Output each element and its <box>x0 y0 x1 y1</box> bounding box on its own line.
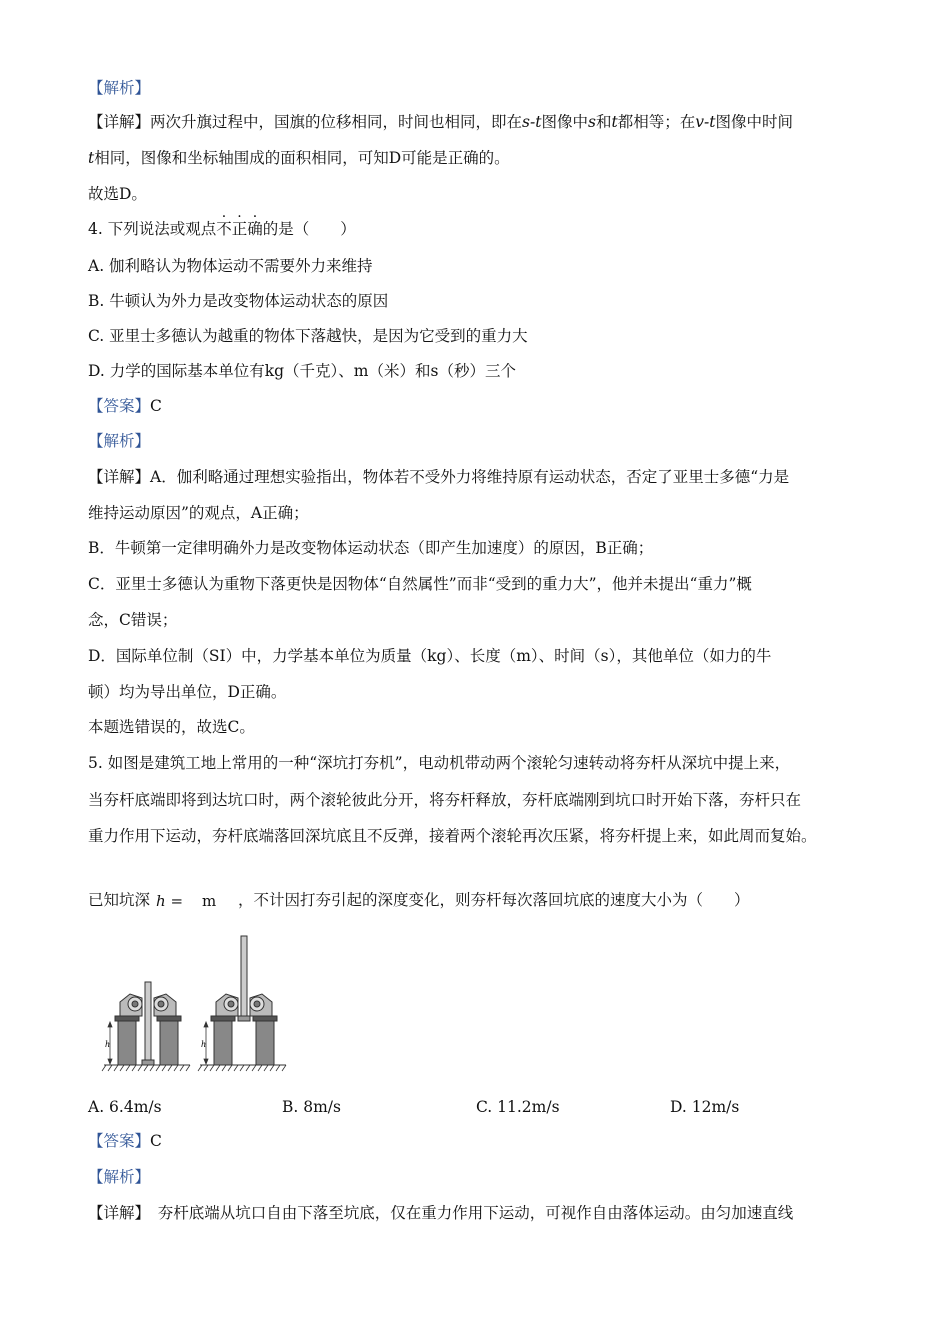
q4-option-c: C. 亚里士多德认为越重的物体下落越快，是因为它受到的重力大 <box>88 327 528 345</box>
jiexi-label-q3: 【解析】 <box>88 79 151 97</box>
unit-m: m <box>202 892 217 910</box>
h-equals: h = <box>156 892 184 910</box>
q5-known: 已知坑深 h = m ，不计因打夯引起的深度变化，则夯杆每次落回坑底的速度大小为（ ） <box>88 891 750 910</box>
jiexi-label-q5: 【解析】 <box>88 1168 151 1186</box>
q4-option-b: B. 牛顿认为外力是改变物体运动状态的原因 <box>88 292 389 310</box>
q4-detail-0: 【详解】A．伽利略通过理想实验指出，物体若不受外力将维持原有运动状态，否定了亚里士多德“力是 <box>88 468 790 486</box>
q5-stem-2: 重力作用下运动，夯杆底端落回深坑底且不反弹，接着两个滚轮再次压紧，将夯杆提上来，如此周而复始。 <box>88 827 817 845</box>
fig-h-label-right: h <box>201 1040 207 1049</box>
q5-option-d: D. 12m/s <box>670 1098 740 1116</box>
q5-detail: 【详解】 夯杆底端从坑口自由下落至坑底，仅在重力作用下运动，可视作自由落体运动。由匀加速直线 <box>88 1204 794 1222</box>
q4-detail-4: 念，C错误； <box>88 611 178 629</box>
emphasis-char: 正 <box>231 220 248 238</box>
q4-option-d: D. 力学的国际基本单位有kg（千克）、m（米）和s（秒）三个 <box>88 362 516 380</box>
q4-detail-1: 维持运动原因”的观点，A正确； <box>88 504 309 522</box>
q5-option-b: B. 8m/s <box>282 1098 341 1116</box>
q3-detail-line2: t相同，图像和坐标轴围成的面积相同，可知D可能是正确的。 <box>88 149 510 167</box>
q4-detail-2: B．牛顿第一定律明确外力是改变物体运动状态（即产生加速度）的原因，B正确； <box>88 539 654 557</box>
emphasis-char: 确 <box>247 220 263 238</box>
fig-h-label-left: h <box>105 1040 111 1049</box>
q4-conclusion: 本题选错误的，故选C。 <box>88 718 255 736</box>
q3-choose: 故选D。 <box>88 185 147 203</box>
q4-detail-3: C．亚里士多德认为重物下落更快是因物体“自然属性”而非“受到的重力大”，他并未提出“重力”概 <box>88 575 752 593</box>
jiexi-label-q4: 【解析】 <box>88 432 151 450</box>
q5-stem-0: 5. 如图是建筑工地上常用的一种“深坑打夯机”，电动机带动两个滚轮匀速转动将夯杆从深坑中提上来， <box>88 754 791 772</box>
q4-detail-5: D．国际单位制（SI）中，力学基本单位为质量（kg）、长度（m）、时间（s），其他单位（如力的牛 <box>88 647 772 665</box>
q3-detail-line1: 【详解】两次升旗过程中，国旗的位移相同，时间也相同，即在s-t图像中s和t都相等；在v-t图像中时间 <box>88 113 793 131</box>
q5-answer: 【答案】C <box>88 1132 162 1150</box>
q4-answer: 【答案】C <box>88 397 162 415</box>
q5-option-c: C. 11.2m/s <box>476 1098 560 1116</box>
detail-label: 【详解】 <box>88 113 151 131</box>
q5-option-a: A. 6.4m/s <box>88 1098 162 1116</box>
emphasis-char: 不 <box>216 220 232 238</box>
q5-stem-1: 当夯杆底端即将到达坑口时，两个滚轮彼此分开，将夯杆释放，夯杆底端刚到坑口时开始下落，夯杆只在 <box>88 791 802 809</box>
pile-driver-figure <box>100 932 300 1077</box>
q4-detail-6: 顿）均为导出单位，D正确。 <box>88 683 287 701</box>
q4-stem: 4. 下列说法或观点不正确的是（ ） <box>88 220 356 238</box>
q4-option-a: A. 伽利略认为物体运动不需要外力来维持 <box>88 257 373 275</box>
